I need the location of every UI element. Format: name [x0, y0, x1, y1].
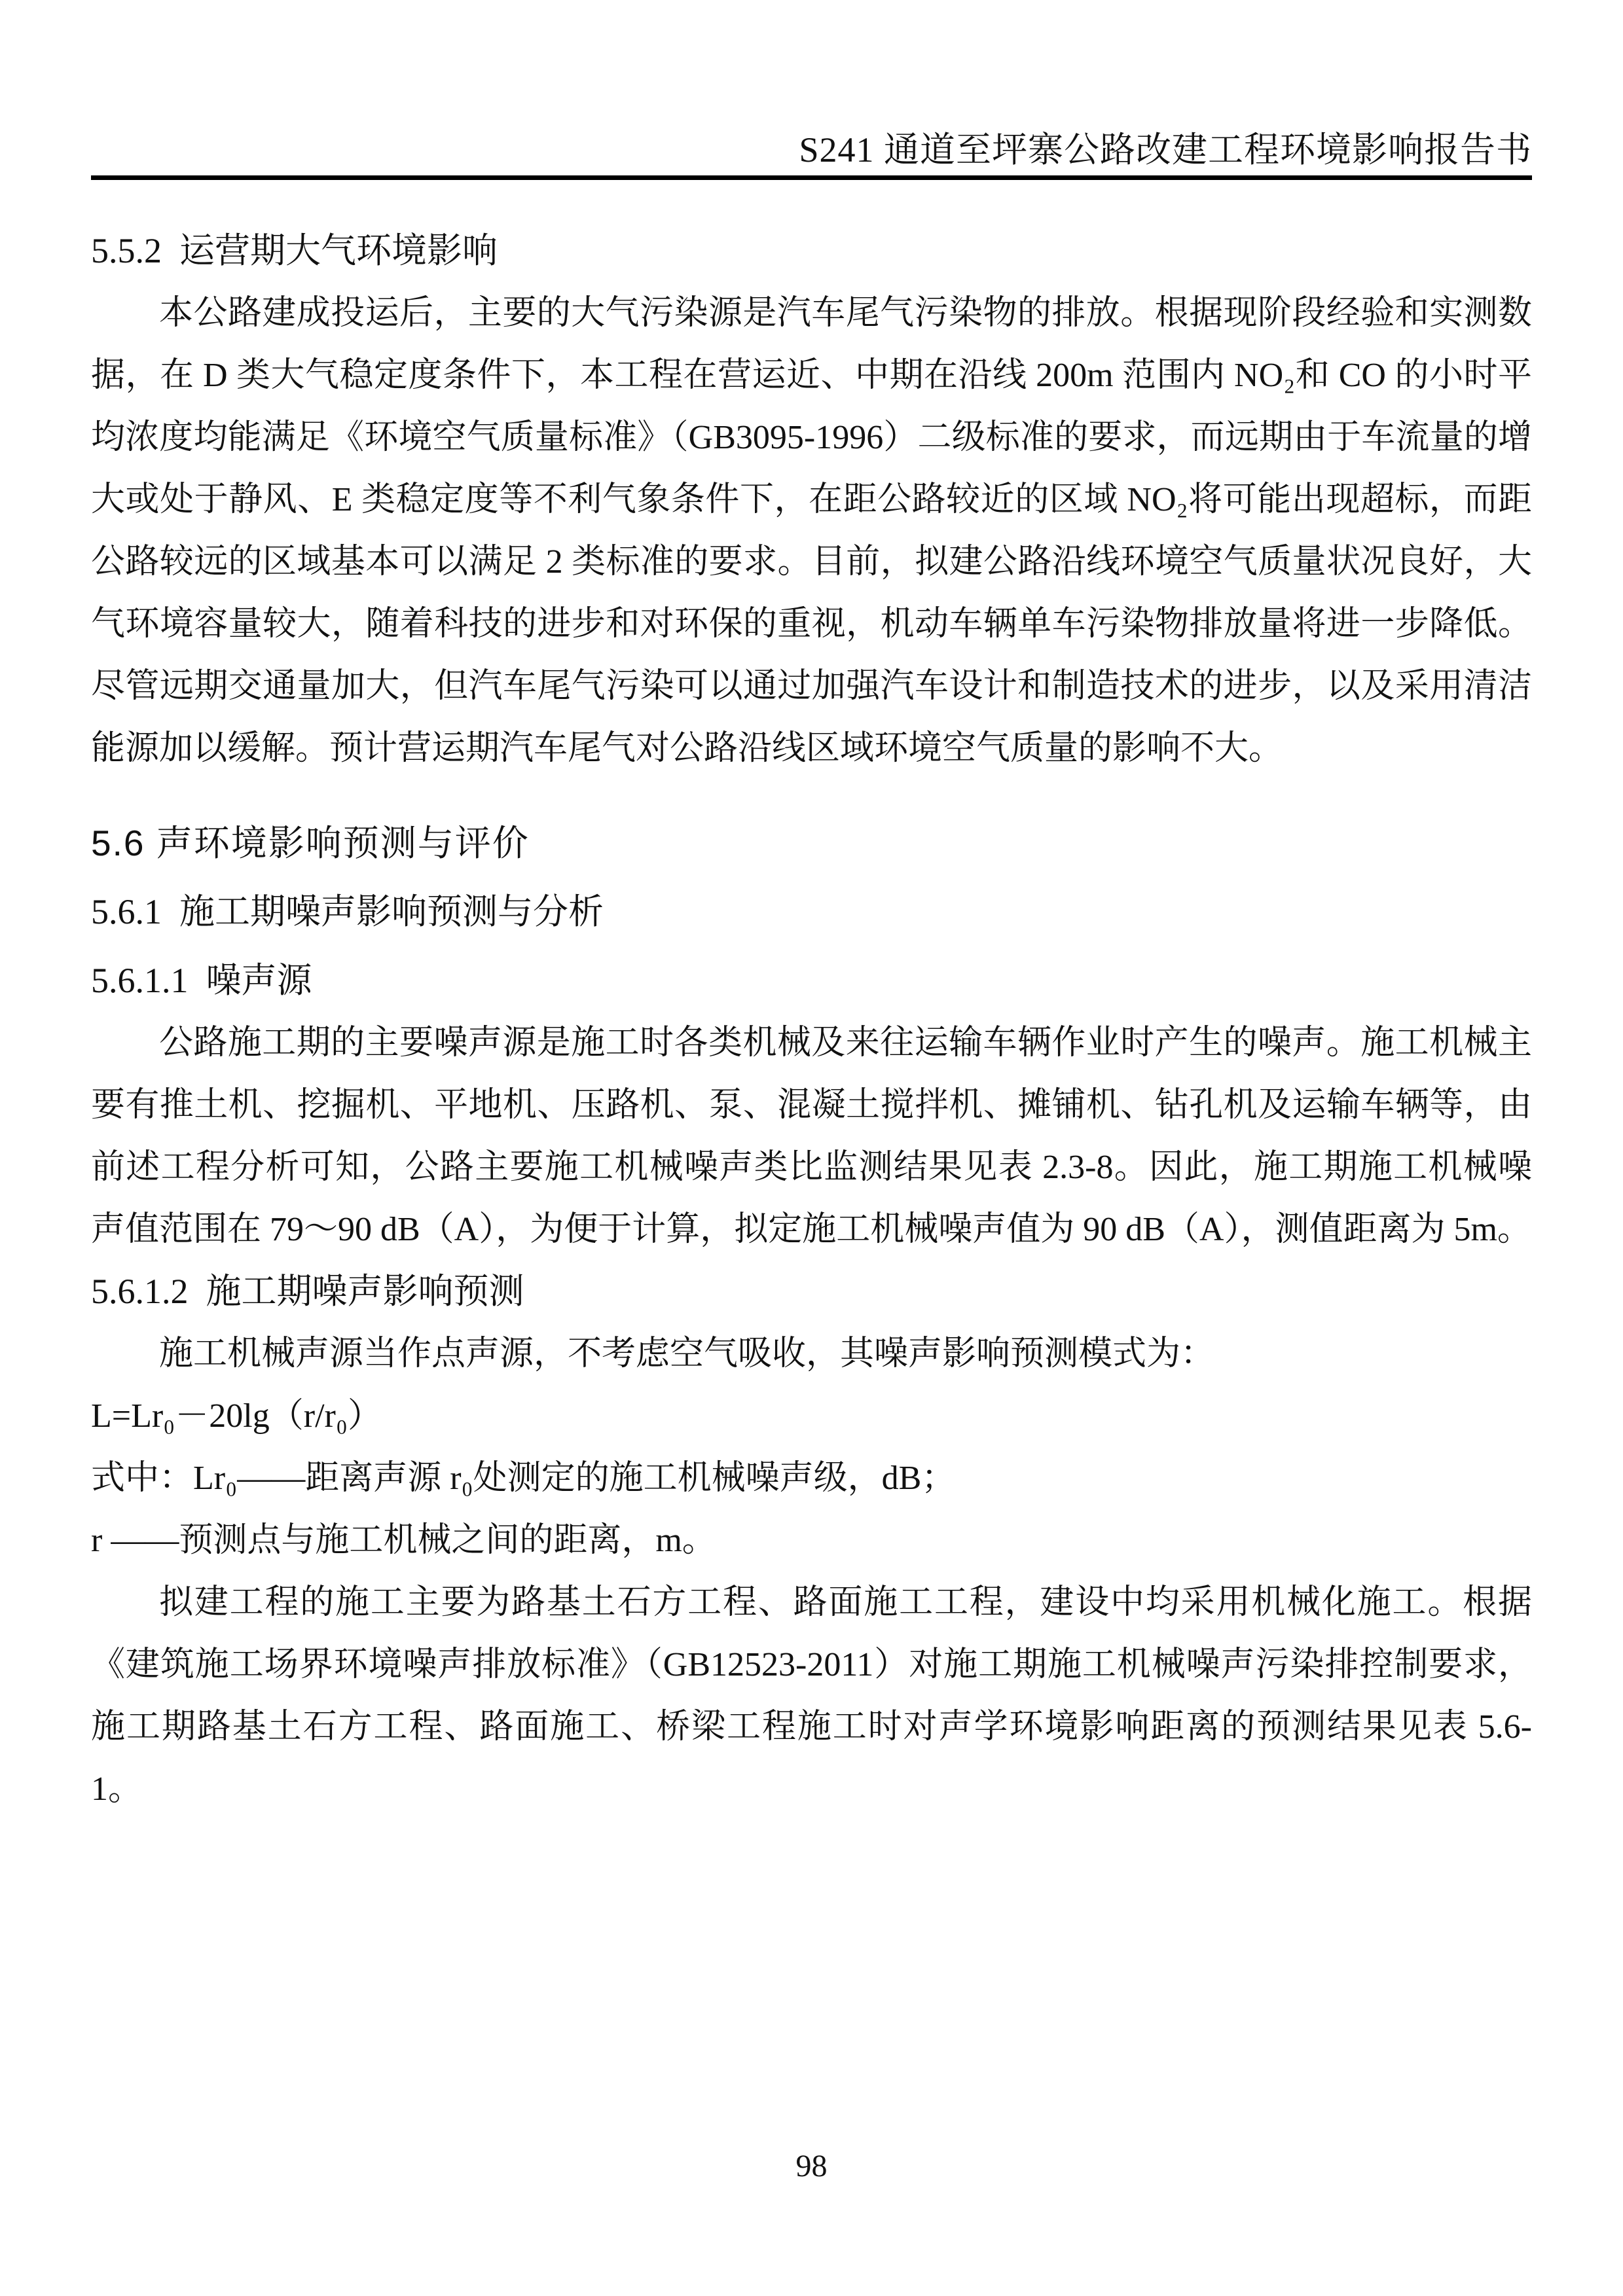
noise-prediction-formula: L=Lr₀－20lg（r/r₀） — [91, 1397, 382, 1435]
paragraph-noise-sources: 公路施工期的主要噪声源是施工时各类机械及来往运输车辆作业时产生的噪声。施工机械主要有推土机、挖掘机、平地机、压路机、泵、混凝土搅拌机、摊铺机、钻孔机及运输车辆等，由前述工程分析可知，公路主要施工机械噪声类比监测结果见表 2.3-8。因此，施工期施工机械噪声值范围在 79～90 dB（A），为便于计算，拟定施工机械噪声值为 90 dB（A），测值距离为 5m。 — [91, 1024, 1532, 1248]
document-body — [91, 220, 1532, 1820]
page-number: 98 — [795, 2149, 828, 2183]
paragraph-noise-model-intro: 施工机械声源当作点声源，不考虑空气吸收，其噪声影响预测模式为： — [159, 1335, 1215, 1372]
formula-term-lr0-definition: 式中：Lr₀——距离声源 r₀处测定的施工机械噪声级，dB； — [91, 1460, 956, 1497]
heading-5-6-1-construction-noise-analysis: 5.6.1 施工期噪声影响预测与分析 — [91, 892, 604, 931]
paragraph-construction-noise-prediction-result: 拟建工程的施工主要为路基土石方工程、路面施工工程，建设中均采用机械化施工。根据《建筑施工场界环境噪声排放标准》（GB12523-2011）对施工期施工机械噪声污染排控制要求，施工期路基土石方工程、路面施工、桥梁工程施工时对声学环境影响距离的预测结果见表 5.6-1。 — [91, 1584, 1532, 1808]
heading-5-6-1-2-construction-noise-prediction: 5.6.1.2 施工期噪声影响预测 — [91, 1272, 524, 1311]
heading-5-6-1-1-noise-sources: 5.6.1.1 噪声源 — [91, 961, 312, 1000]
page-footer — [0, 2148, 1623, 2185]
header-divider-rule — [91, 175, 1532, 180]
running-header-title: S241 通道至坪寨公路改建工程环境影响报告书 — [799, 130, 1532, 170]
formula-term-r-definition: r ——预测点与施工机械之间的距离，m。 — [91, 1522, 716, 1559]
heading-5-6-noise-impact-prediction: 5.6 声环境影响预测与评价 — [91, 823, 530, 863]
heading-5-5-2-operation-air-impact: 5.5.2 运营期大气环境影响 — [91, 231, 498, 270]
paragraph-operation-air-impact: 本公路建成投运后，主要的大气污染源是汽车尾气污染物的排放。根据现阶段经验和实测数据，在 D 类大气稳定度条件下，本工程在营运近、中期在沿线 200m 范围内 NO₂和 CO 的小时平均浓度均能满足《环境空气质量标准》（GB3095-1996）二级标准的要求，而远期由于车流量的增大或处于静风、E 类稳定度等不利气象条件下，在距公路较近的区域 NO₂将可能出现超标，而距公路较远的区域基本可以满足 2 类标准的要求。目前，拟建公路沿线环境空气质量状况良好，大气环境容量较大，随着科技的进步和对环保的重视，机动车辆单车污染物排放量将进一步降低。尽管远期交通量加大，但汽车尾气污染可以通过加强汽车设计和制造技术的进步，以及采用清洁能源加以缓解。预计营运期汽车尾气对公路沿线区域环境空气质量的影响不大。 — [91, 295, 1532, 767]
